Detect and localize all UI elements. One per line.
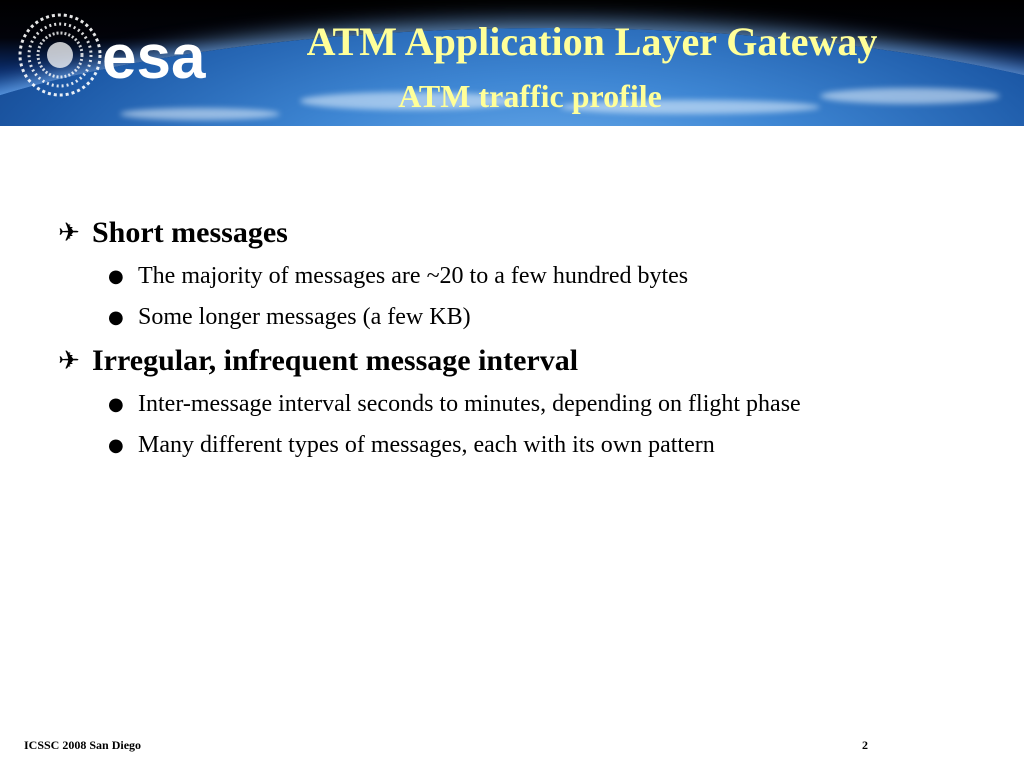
slide-content — [58, 210, 988, 466]
list-item — [58, 256, 988, 297]
list-item — [58, 297, 988, 338]
bullet-dot-icon: ● — [108, 266, 124, 287]
airplane-icon: ✈ — [58, 346, 80, 376]
bullet-dot-icon: ● — [108, 394, 124, 415]
section-heading-text: Short messages — [92, 216, 288, 249]
header-banner — [0, 0, 1024, 126]
list-item — [58, 425, 988, 466]
section-heading — [58, 210, 988, 256]
section-heading — [58, 338, 988, 384]
bullet-dot-icon: ● — [108, 435, 124, 456]
airplane-icon: ✈ — [58, 218, 80, 248]
page-title: ATM Application Layer Gateway — [306, 19, 878, 64]
list-item-text: Some longer messages (a few KB) — [138, 304, 471, 330]
section-heading-text: Irregular, infrequent message interval — [92, 344, 579, 377]
page-subtitle: ATM traffic profile — [398, 78, 662, 114]
list-item-text: Inter-message interval seconds to minutes, depending on flight phase — [138, 391, 801, 417]
bullet-dot-icon: ● — [108, 307, 124, 328]
list-item — [58, 384, 988, 425]
logo-text: esa — [102, 23, 206, 92]
list-item-text: Many different types of messages, each with its own pattern — [138, 432, 715, 458]
esa-swirl-icon — [20, 15, 100, 95]
list-item-text: The majority of messages are ~20 to a few hundred bytes — [138, 263, 689, 289]
page-number: 2 — [862, 738, 868, 752]
footer-conference: ICSSC 2008 San Diego — [24, 738, 142, 752]
